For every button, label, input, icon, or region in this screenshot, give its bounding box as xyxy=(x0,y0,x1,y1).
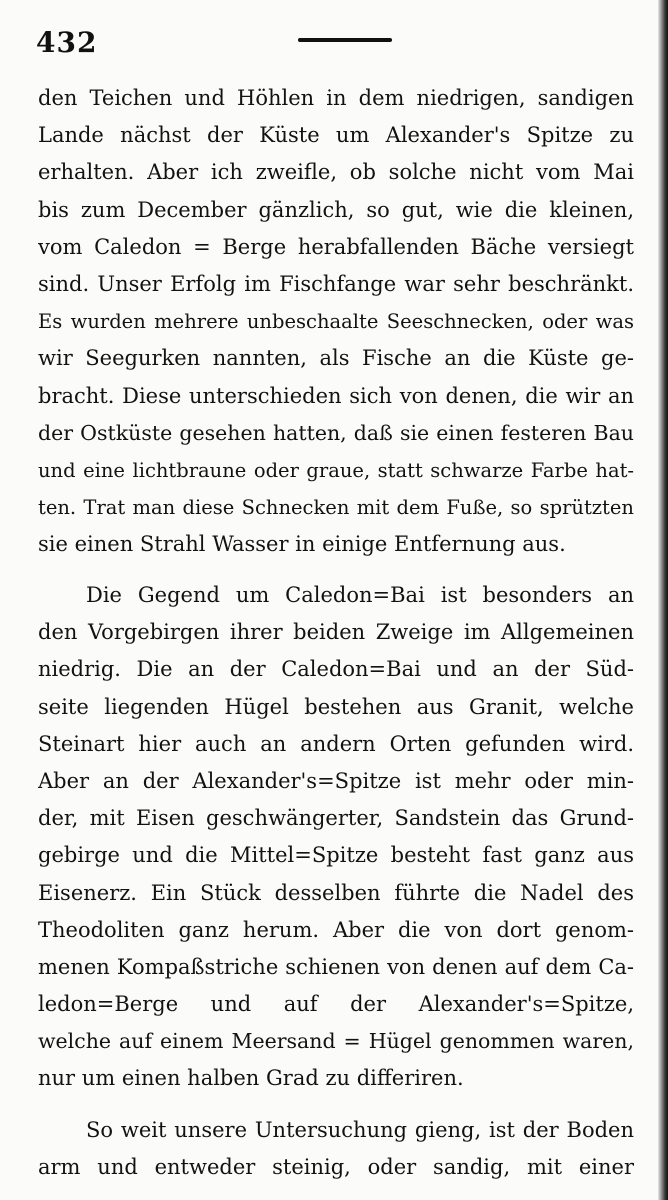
text-line: wir Seegurken nannten, als Fische an die Küste ge- xyxy=(38,346,634,371)
text-line: welche auf einem Meersand = Hügel genommen waren, xyxy=(38,1029,634,1054)
paragraph-1 xyxy=(38,80,634,563)
text-line: vom Caledon = Berge herabfallenden Bäche versiegt xyxy=(38,234,634,259)
text-line: ten. Trat man diese Schnecken mit dem Fuße, so sprützten xyxy=(38,496,634,520)
text-line: Lande nächst der Küste um Alexander's Spitze zu xyxy=(38,123,634,148)
paragraph-2 xyxy=(38,577,634,1098)
text-line: sie einen Strahl Wasser in einige Entfernung aus. xyxy=(38,532,566,557)
text-line: Die Gegend um Caledon=Bai ist besonders an xyxy=(86,583,634,607)
text-line: Steinart hier auch an andern Orten gefunden wird. xyxy=(38,731,634,756)
text-line: ledon=Berge und auf der Alexander's=Spitze, xyxy=(38,992,634,1017)
text-line: Aber an der Alexander's=Spitze ist mehr oder min- xyxy=(38,768,634,793)
text-line: Eisenerz. Ein Stück desselben führte die Nadel des xyxy=(38,880,634,905)
text-line: So weit unsere Untersuchung gieng, ist der Boden xyxy=(86,1118,634,1142)
text-line: arm und entweder steinig, oder sandig, mit einer xyxy=(38,1155,634,1180)
page-number: 432 xyxy=(36,26,98,59)
text-line: Theodoliten ganz herum. Aber die von dort genom- xyxy=(38,917,634,942)
text-line: niedrig. Die an der Caledon=Bai und an der Süd- xyxy=(38,657,634,682)
text-line: den Teichen und Höhlen in dem niedrigen, sandigen xyxy=(38,86,634,110)
text-line: und eine lichtbraune oder graue, statt schwarze Farbe hat- xyxy=(38,458,634,482)
page-edge-shadow xyxy=(658,0,668,1200)
text-line: der Ostküste gesehen hatten, daß sie einen festeren Bau xyxy=(38,420,634,445)
text-line: erhalten. Aber ich zweifle, ob solche nicht vom Mai xyxy=(38,160,634,185)
text-line: bracht. Diese unterschieden sich von denen, die wir an xyxy=(38,383,634,408)
text-line: der, mit Eisen geschwängerter, Sandstein das Grund- xyxy=(38,806,634,831)
text-line: menen Kompaßstriche schienen von denen auf dem Ca- xyxy=(38,954,634,979)
paragraph-3 xyxy=(38,1112,634,1186)
text-line: gebirge und die Mittel=Spitze besteht fast ganz aus xyxy=(38,843,634,868)
header-rule xyxy=(298,38,392,42)
text-line: Es wurden mehrere unbeschaalte Seeschnecken, oder was xyxy=(38,310,634,334)
text-line: nur um einen halben Grad zu differiren. xyxy=(38,1066,464,1091)
text-line: den Vorgebirgen ihrer beiden Zweige im Allgemeinen xyxy=(38,620,634,645)
text-line: sind. Unser Erfolg im Fischfange war sehr beschränkt. xyxy=(38,271,634,296)
text-line: seite liegenden Hügel bestehen aus Granit, welche xyxy=(38,694,634,719)
text-line: bis zum December gänzlich, so gut, wie die kleinen, xyxy=(38,197,634,222)
